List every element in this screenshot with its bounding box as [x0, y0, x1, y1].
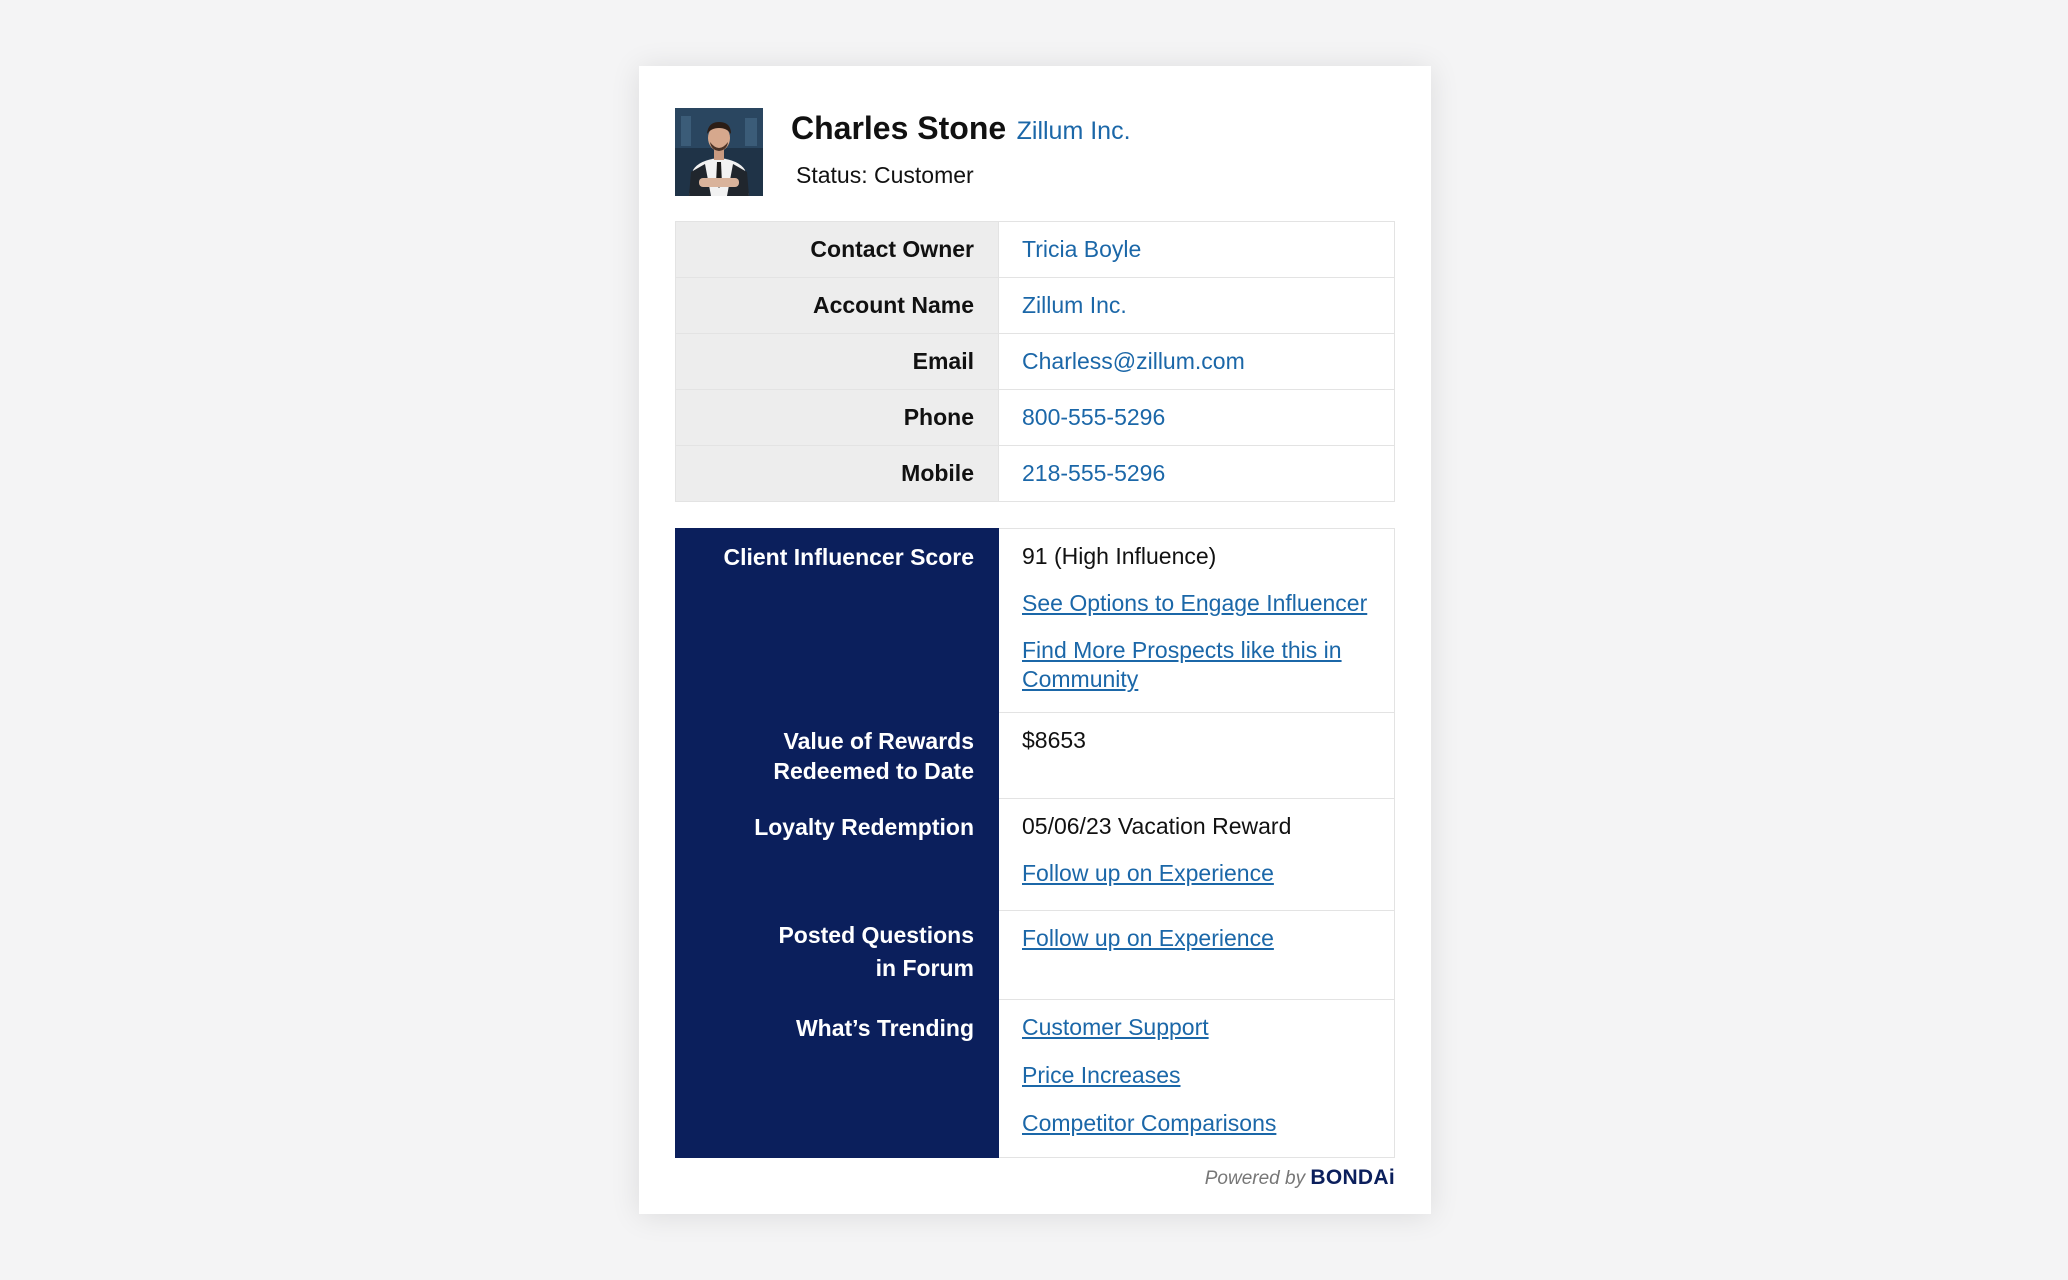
find-prospects-link[interactable]: Find More Prospects like this in Community — [1022, 637, 1342, 692]
account-name-cell — [999, 278, 1395, 334]
forum-label-line1: Posted Questions — [778, 922, 974, 948]
table-row — [676, 713, 1395, 799]
table-row — [676, 390, 1395, 446]
table-row — [676, 529, 1395, 713]
forum-cell — [999, 911, 1395, 1000]
trending-label: What’s Trending — [676, 1000, 999, 1158]
powered-by-text: Powered by — [1204, 1168, 1306, 1189]
table-row — [676, 222, 1395, 278]
email-link[interactable]: Charless@zillum.com — [1022, 348, 1245, 374]
contact-status: Status: Customer — [796, 162, 974, 188]
name-line — [791, 110, 1131, 147]
contact-name: Charles Stone — [791, 110, 1007, 146]
phone-link[interactable]: 800-555-5296 — [1022, 404, 1166, 430]
table-row — [676, 446, 1395, 502]
loyalty-cell — [999, 799, 1395, 911]
company-link[interactable]: Zillum Inc. — [1016, 117, 1131, 145]
forum-label-line2: in Forum — [875, 955, 974, 981]
contact-details-table — [675, 221, 1395, 502]
insights-table — [675, 528, 1395, 1158]
loyalty-label: Loyalty Redemption — [676, 799, 999, 911]
trending-cell — [999, 1000, 1395, 1158]
rewards-label — [676, 713, 999, 799]
contact-header — [675, 108, 1395, 198]
contact-owner-link[interactable]: Tricia Boyle — [1022, 236, 1142, 262]
contact-owner-cell — [999, 222, 1395, 278]
account-name-label: Account Name — [676, 278, 999, 334]
phone-label: Phone — [676, 390, 999, 446]
forum-follow-up-link[interactable]: Follow up on Experience — [1022, 925, 1274, 951]
influencer-score-cell — [999, 529, 1395, 713]
account-name-link[interactable]: Zillum Inc. — [1022, 292, 1127, 318]
table-row — [676, 334, 1395, 390]
rewards-label-line2: Redeemed to Date — [773, 758, 974, 784]
table-row — [676, 1000, 1395, 1158]
loyalty-value: 05/06/23 Vacation Reward — [1022, 813, 1292, 839]
email-cell — [999, 334, 1395, 390]
avatar — [675, 108, 763, 196]
mobile-cell — [999, 446, 1395, 502]
phone-cell — [999, 390, 1395, 446]
forum-label — [676, 911, 999, 1000]
influencer-score-value: 91 (High Influence) — [1022, 543, 1217, 569]
loyalty-follow-up-link[interactable]: Follow up on Experience — [1022, 860, 1274, 886]
rewards-label-line1: Value of Rewards — [783, 728, 974, 754]
trending-price-increases-link[interactable]: Price Increases — [1022, 1062, 1181, 1088]
powered-by-footer — [1205, 1166, 1395, 1190]
trending-competitor-comparisons-link[interactable]: Competitor Comparisons — [1022, 1110, 1277, 1136]
table-row — [676, 799, 1395, 911]
contact-owner-label: Contact Owner — [676, 222, 999, 278]
avatar-photo-icon — [675, 108, 763, 196]
bondai-logo: BONDAi — [1310, 1166, 1395, 1189]
trending-customer-support-link[interactable]: Customer Support — [1022, 1014, 1209, 1040]
table-row — [676, 911, 1395, 1000]
table-row — [676, 278, 1395, 334]
engage-influencer-link[interactable]: See Options to Engage Influencer — [1022, 590, 1368, 616]
contact-card — [639, 66, 1431, 1214]
email-label: Email — [676, 334, 999, 390]
mobile-label: Mobile — [676, 446, 999, 502]
rewards-cell — [999, 713, 1395, 799]
mobile-link[interactable]: 218-555-5296 — [1022, 460, 1166, 486]
influencer-score-label: Client Influencer Score — [676, 529, 999, 713]
rewards-value: $8653 — [1022, 727, 1086, 753]
